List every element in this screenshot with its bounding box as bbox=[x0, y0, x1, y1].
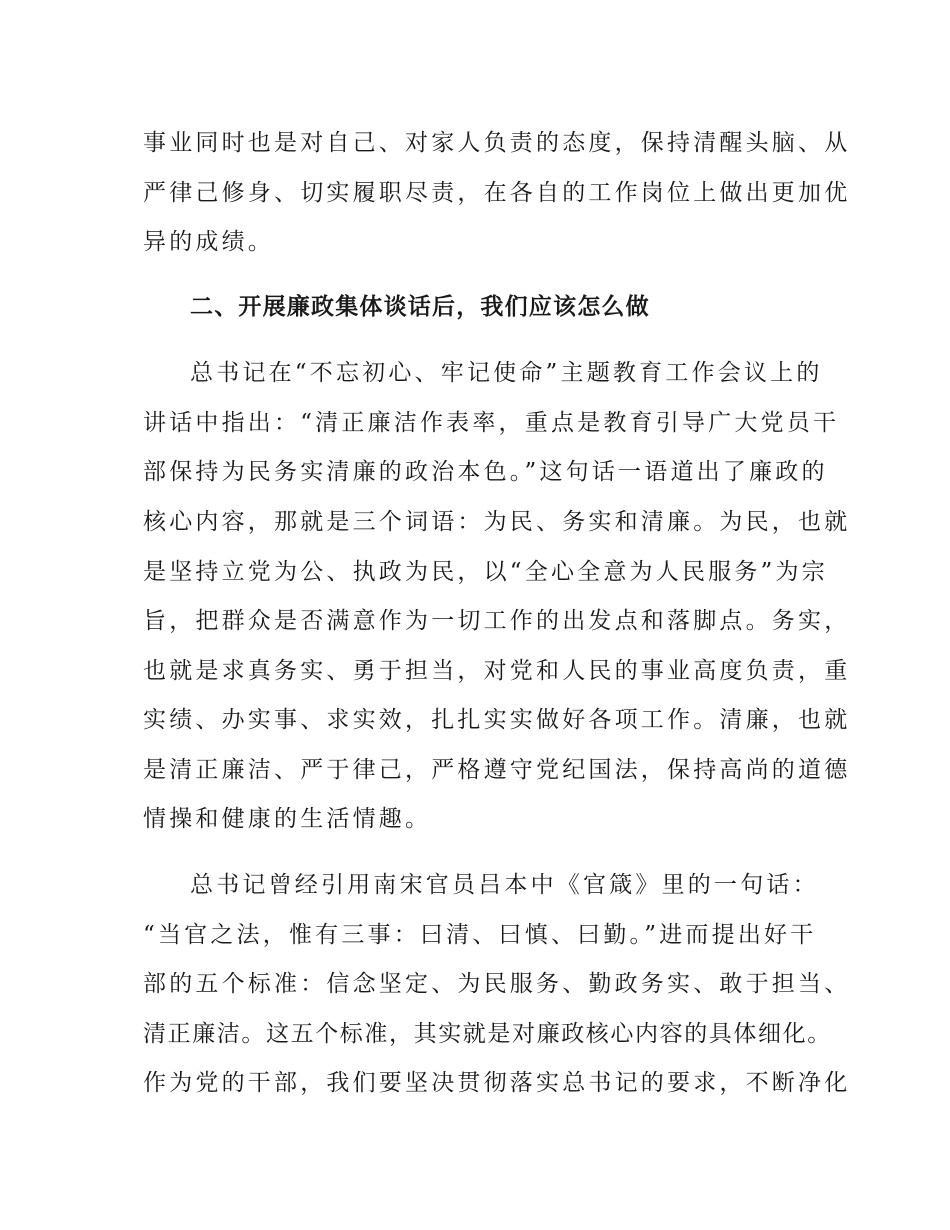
text-line: 情操和健康的生活情趣。 bbox=[143, 806, 432, 832]
text-line: “当官之法，惟有三事：曰清、曰慎、曰勤。”进而提出好干 bbox=[143, 922, 817, 948]
text-line: 实绩、办实事、求实效，扎扎实实做好各项工作。清廉，也就 bbox=[143, 707, 851, 733]
text-line: 是坚持立党为公、执政为民，以“全心全意为人民服务”为宗 bbox=[143, 559, 828, 585]
text-line: 作为党的干部，我们要坚决贯彻落实总书记的要求，不断净化 bbox=[143, 1070, 851, 1096]
text-line: 讲话中指出：“清正廉洁作表率，重点是教育引导广大党员干 bbox=[143, 410, 840, 436]
text-line: 部保持为民务实清廉的政治本色。”这句话一语道出了廉政的 bbox=[143, 459, 828, 485]
text-line: 是清正廉洁、严于律己，严格遵守党纪国法，保持高尚的道德 bbox=[143, 757, 851, 783]
text-line: 事业同时也是对自己、对家人负责的态度，保持清醒头脑、从 bbox=[143, 130, 851, 156]
text-line: 也就是求真务实、勇于担当，对党和人民的事业高度负责，重 bbox=[143, 658, 851, 684]
text-line: 严律己修身、切实履职尽责，在各自的工作岗位上做出更加优 bbox=[143, 180, 851, 206]
text-line: 清正廉洁。这五个标准，其实就是对廉政核心内容的具体细化。 bbox=[143, 1021, 832, 1047]
text-line: 核心内容，那就是三个词语：为民、务实和清廉。为民，也就 bbox=[143, 509, 851, 535]
section-heading: 二、开展廉政集体谈话后，我们应该怎么做 bbox=[190, 294, 650, 320]
text-line: 部的五个标准：信念坚定、为民服务、勤政务实、敢于担当、 bbox=[143, 971, 851, 997]
text-line: 旨，把群众是否满意作为一切工作的出发点和落脚点。务实， bbox=[143, 608, 851, 634]
text-line: 总书记曾经引用南宋官员吕本中《官箴》里的一句话： bbox=[190, 872, 819, 898]
text-line: 异的成绩。 bbox=[143, 229, 274, 255]
text-line: 总书记在“不忘初心、牢记使命”主题教育工作会议上的 bbox=[190, 360, 823, 386]
